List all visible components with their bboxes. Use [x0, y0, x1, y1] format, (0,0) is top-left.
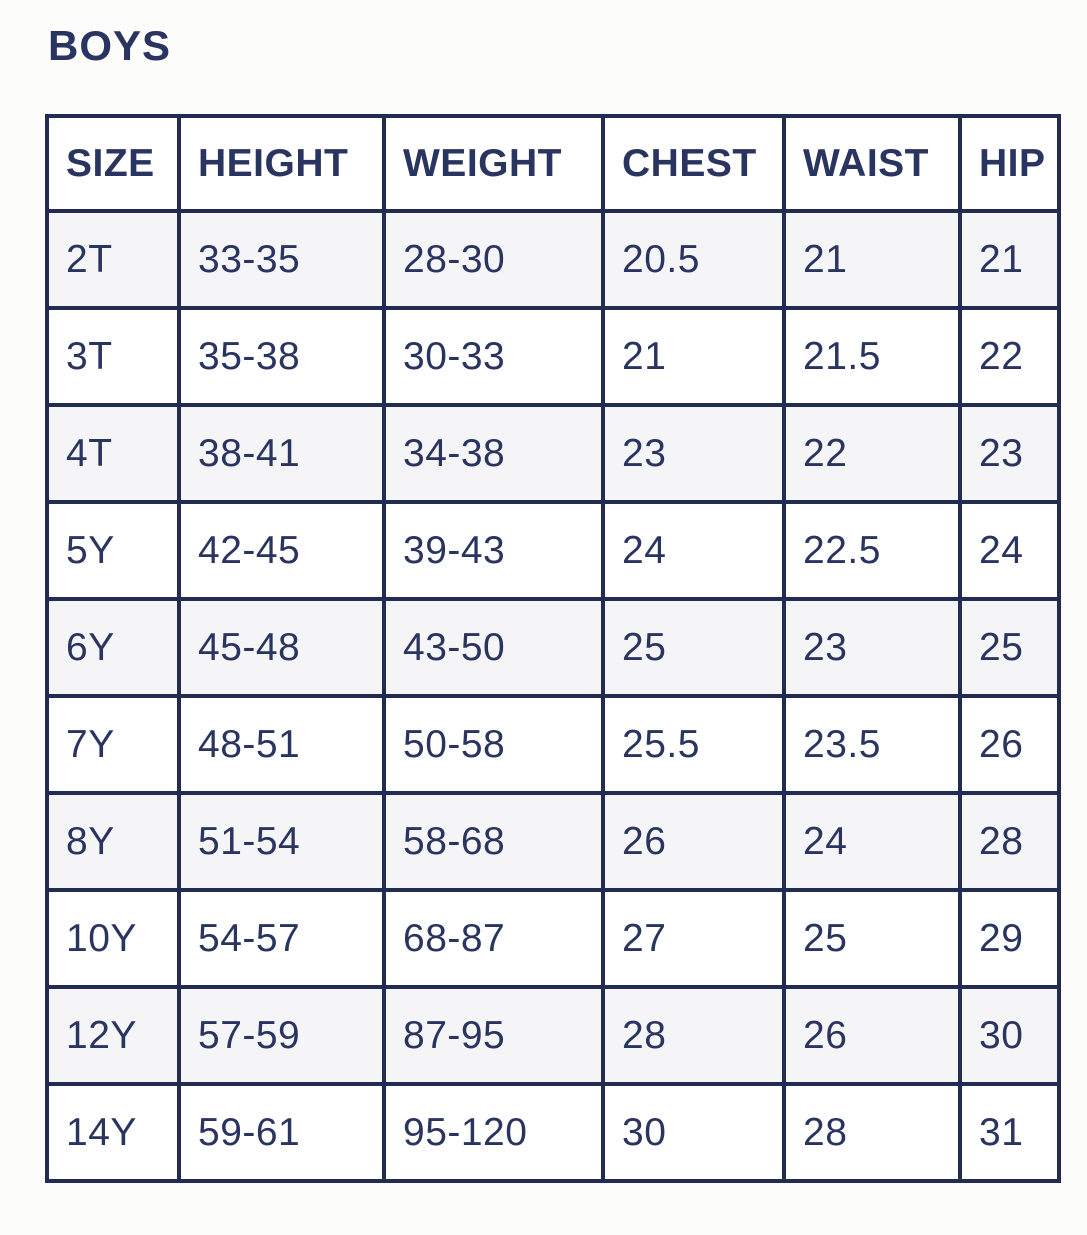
cell-height-14y: 59-61: [179, 1084, 384, 1181]
cell-height-12y: 57-59: [179, 987, 384, 1084]
cell-hip-8y: 28: [960, 793, 1059, 890]
cell-size-2t: 2T: [47, 211, 179, 308]
page-title: BOYS: [48, 22, 172, 69]
cell-height-6y: 45-48: [179, 599, 384, 696]
header-row: [47, 116, 1059, 211]
cell-weight-10y: 68-87: [384, 890, 603, 987]
cell-chest-5y: 24: [603, 502, 784, 599]
table-row-8y: [47, 793, 1059, 890]
cell-size-5y: 5Y: [47, 502, 179, 599]
cell-height-10y: 54-57: [179, 890, 384, 987]
cell-chest-12y: 28: [603, 987, 784, 1084]
cell-waist-5y: 22.5: [784, 502, 960, 599]
cell-chest-4t: 23: [603, 405, 784, 502]
table-row-3t: [47, 308, 1059, 405]
cell-size-3t: 3T: [47, 308, 179, 405]
cell-hip-12y: 30: [960, 987, 1059, 1084]
table-row-14y: [47, 1084, 1059, 1181]
cell-chest-7y: 25.5: [603, 696, 784, 793]
cell-waist-14y: 28: [784, 1084, 960, 1181]
cell-chest-8y: 26: [603, 793, 784, 890]
column-header-size: SIZE: [47, 116, 179, 211]
cell-hip-7y: 26: [960, 696, 1059, 793]
cell-weight-4t: 34-38: [384, 405, 603, 502]
cell-hip-14y: 31: [960, 1084, 1059, 1181]
cell-height-7y: 48-51: [179, 696, 384, 793]
cell-chest-14y: 30: [603, 1084, 784, 1181]
table-row-5y: [47, 502, 1059, 599]
table-row-7y: [47, 696, 1059, 793]
cell-weight-2t: 28-30: [384, 211, 603, 308]
cell-weight-5y: 39-43: [384, 502, 603, 599]
table-row-6y: [47, 599, 1059, 696]
cell-waist-6y: 23: [784, 599, 960, 696]
cell-weight-14y: 95-120: [384, 1084, 603, 1181]
cell-size-12y: 12Y: [47, 987, 179, 1084]
cell-height-3t: 35-38: [179, 308, 384, 405]
cell-hip-2t: 21: [960, 211, 1059, 308]
cell-height-2t: 33-35: [179, 211, 384, 308]
cell-size-4t: 4T: [47, 405, 179, 502]
column-header-waist: WAIST: [784, 116, 960, 211]
cell-height-8y: 51-54: [179, 793, 384, 890]
column-header-height: HEIGHT: [179, 116, 384, 211]
cell-waist-4t: 22: [784, 405, 960, 502]
cell-size-7y: 7Y: [47, 696, 179, 793]
cell-waist-8y: 24: [784, 793, 960, 890]
table-row-12y: [47, 987, 1059, 1084]
boys-size-chart-table: [45, 114, 1061, 1183]
cell-chest-3t: 21: [603, 308, 784, 405]
cell-waist-12y: 26: [784, 987, 960, 1084]
cell-weight-3t: 30-33: [384, 308, 603, 405]
table-row-4t: [47, 405, 1059, 502]
cell-weight-7y: 50-58: [384, 696, 603, 793]
cell-weight-6y: 43-50: [384, 599, 603, 696]
table-row-2t: [47, 211, 1059, 308]
column-header-hip: HIP: [960, 116, 1059, 211]
cell-chest-6y: 25: [603, 599, 784, 696]
cell-chest-2t: 20.5: [603, 211, 784, 308]
cell-waist-7y: 23.5: [784, 696, 960, 793]
cell-size-8y: 8Y: [47, 793, 179, 890]
cell-waist-10y: 25: [784, 890, 960, 987]
column-header-chest: CHEST: [603, 116, 784, 211]
cell-size-10y: 10Y: [47, 890, 179, 987]
cell-hip-5y: 24: [960, 502, 1059, 599]
cell-height-5y: 42-45: [179, 502, 384, 599]
cell-size-14y: 14Y: [47, 1084, 179, 1181]
cell-size-6y: 6Y: [47, 599, 179, 696]
column-header-weight: WEIGHT: [384, 116, 603, 211]
cell-waist-2t: 21: [784, 211, 960, 308]
cell-waist-3t: 21.5: [784, 308, 960, 405]
cell-weight-12y: 87-95: [384, 987, 603, 1084]
table-row-10y: [47, 890, 1059, 987]
cell-hip-10y: 29: [960, 890, 1059, 987]
cell-chest-10y: 27: [603, 890, 784, 987]
cell-weight-8y: 58-68: [384, 793, 603, 890]
cell-hip-4t: 23: [960, 405, 1059, 502]
cell-hip-3t: 22: [960, 308, 1059, 405]
cell-height-4t: 38-41: [179, 405, 384, 502]
cell-hip-6y: 25: [960, 599, 1059, 696]
